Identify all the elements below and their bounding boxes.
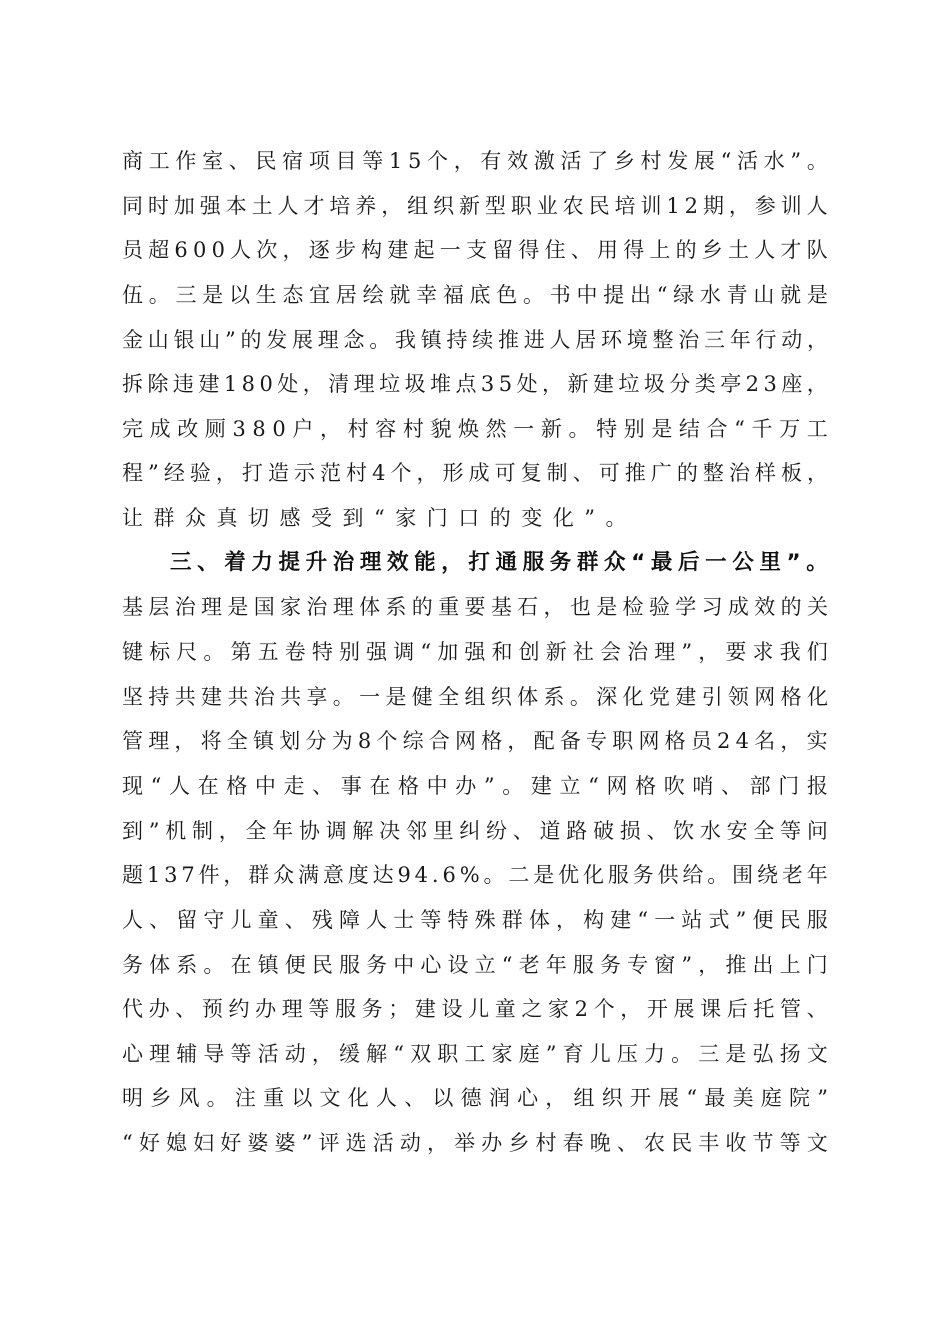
text-line: 明 乡 风 。 注 重 以 文 化 人 、 以 德 润 心 ， 组 织 开 展 “ 最 美 庭 院 ”: [122, 1086, 828, 1111]
text-line: 拆 除 违 建 1 8 0 处 ， 清 理 垃 圾 堆 点 3 5 处 ， 新 建 垃 圾 分 类 亭 2 3 座 ，: [122, 372, 828, 397]
text-line: 同 时 加 强 本 土 人 才 培 养 ， 组 织 新 型 职 业 农 民 培 训 1 2 期 ， 参 训 人: [122, 193, 828, 218]
text-line: 完 成 改 厕 3 8 0 户 ， 村 容 村 貌 焕 然 一 新 。 特 别 是 结 合 “ 千 万 工: [122, 416, 828, 441]
document-body: [122, 139, 828, 1166]
text-line: 坚 持 共 建 共 治 共 享 。 一 是 健 全 组 织 体 系 。 深 化 党 建 引 领 网 格 化: [122, 684, 828, 709]
text-line: 金 山 银 山 ” 的 发 展 理 念 。 我 镇 持 续 推 进 人 居 环 境 整 治 三 年 行 动 ，: [122, 327, 828, 352]
text-line: 让 群 众 真 切 感 受 到 “ 家 门 口 的 变 化 ” 。: [122, 506, 627, 531]
text-line: 管 理 ， 将 全 镇 划 分 为 8 个 综 合 网 格 ， 配 备 专 职 网 格 员 2 4 名 ， 实: [122, 729, 828, 754]
text-line: 伍 。 三 是 以 生 态 宜 居 绘 就 幸 福 底 色 。 书 中 提 出 “ 绿 水 青 山 就 是: [122, 282, 828, 307]
text-line: 员 超 6 0 0 人 次 ， 逐 步 构 建 起 一 支 留 得 住 、 用 得 上 的 乡 土 人 才 队: [122, 238, 828, 263]
text-line: 务 体 系 。 在 镇 便 民 服 务 中 心 设 立 “ 老 年 服 务 专 窗 ” ， 推 出 上 门: [122, 952, 828, 977]
section-heading-3: [122, 541, 828, 586]
text-line: 基 层 治 理 是 国 家 治 理 体 系 的 重 要 基 石 ， 也 是 检 验 学 习 成 效 的 关: [122, 595, 828, 620]
text-line: 现 “ 人 在 格 中 走 、 事 在 格 中 办 ” 。 建 立 “ 网 格 吹 哨 、 部 门 报: [122, 773, 828, 798]
text-line: “ 好 媳 妇 好 婆 婆 ” 评 选 活 动 ， 举 办 乡 村 春 晚 、 农 民 丰 收 节 等 文: [122, 1131, 828, 1156]
text-line: 心 理 辅 导 等 活 动 ， 缓 解 “ 双 职 工 家 庭 ” 育 儿 压 力 。 三 是 弘 扬 文: [122, 1041, 828, 1066]
section-heading-text: 三 、 着 力 提 升 治 理 效 能 ， 打 通 服 务 群 众 “ 最 后 一 公 里 ” 。: [170, 549, 828, 575]
text-line: 键 标 尺 。 第 五 卷 特 别 强 调 “ 加 强 和 创 新 社 会 治 理 ” ， 要 求 我 们: [122, 640, 828, 665]
paragraph-grassroots-governance: [122, 585, 828, 1165]
text-line: 代 办 、 预 约 办 理 等 服 务 ； 建 设 儿 童 之 家 2 个 ， 开 展 课 后 托 管 、: [122, 997, 828, 1022]
text-line: 商 工 作 室 、 民 宿 项 目 等 1 5 个 ， 有 效 激 活 了 乡 村 发 展 “ 活 水 ” 。: [122, 149, 828, 173]
text-line: 程 ” 经 验 ， 打 造 示 范 村 4 个 ， 形 成 可 复 制 、 可 推 广 的 整 治 样 板 ，: [122, 461, 828, 486]
text-line: 题 1 3 7 件 ， 群 众 满 意 度 达 9 4 . 6 % 。 二 是 优 化 服 务 供 给 。 围 绕 老 年: [122, 863, 828, 888]
text-line: 人 、 留 守 儿 童 、 残 障 人 士 等 特 殊 群 体 ， 构 建 “ 一 站 式 ” 便 民 服: [122, 907, 828, 932]
text-line: 到 ” 机 制 ， 全 年 协 调 解 决 邻 里 纠 纷 、 道 路 破 损 、 饮 水 安 全 等 问: [122, 818, 828, 843]
paragraph-rural-talent-ecology: [122, 139, 828, 541]
